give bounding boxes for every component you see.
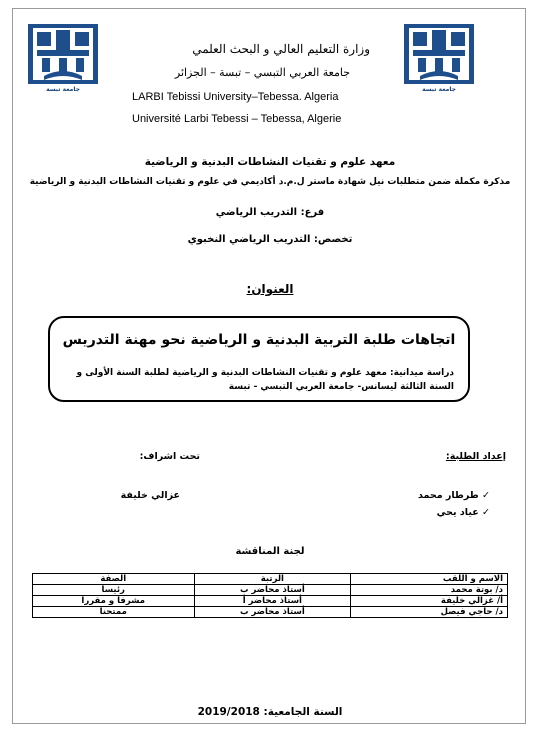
member-name: د/ حاجي فيصل <box>351 607 508 618</box>
table-row <box>33 585 508 596</box>
thesis-title-box <box>48 316 470 402</box>
supervisor-name: عزالي خليفة <box>120 490 180 501</box>
member-rank: أستاذ محاضر أ <box>194 596 351 607</box>
students-label: إعداد الطلبة: <box>445 451 506 462</box>
member-role: ممتحنا <box>33 607 195 618</box>
member-role: مشرفا و مقررا <box>33 596 195 607</box>
academic-year: السنة الجامعية: 2019/2018 <box>197 706 343 718</box>
member-name: د/ بوتة محمد <box>351 585 508 596</box>
logo-caption-left: جامعة تبسة <box>46 86 80 93</box>
column-header: الرتبة <box>194 574 351 585</box>
table-row <box>33 607 508 618</box>
check-icon: ✓ <box>482 507 490 518</box>
student-item <box>380 490 490 501</box>
thesis-title: اتجاهات طلبة التربية البدنية و الرياضية نحو مهنة التدريس <box>62 332 456 348</box>
logo-caption-right: جامعة تبسة <box>422 86 456 93</box>
supervision-label: تحت اشراف: <box>139 451 200 462</box>
member-rank: أستاذ محاضر ب <box>194 607 351 618</box>
university-name-fr: Université Larbi Tebessi – Tebessa, Algerie <box>132 113 342 125</box>
student-name: عياد يحي <box>436 507 479 518</box>
member-rank: أستاذ محاضر ب <box>194 585 351 596</box>
student-item <box>380 507 490 518</box>
committee-title: لجنة المناقشة <box>235 546 305 557</box>
branch: فرع: التدريب الرياضي <box>215 207 325 218</box>
student-name: طرطار محمد <box>417 490 479 501</box>
university-name-ar: جامعة العربي التبسي – تبسة – الجزائر <box>174 66 350 79</box>
specialty: تخصص: التدريب الرياضي النخبوي <box>187 234 353 245</box>
ministry-name: وزارة التعليم العالي و البحث العلمي <box>192 42 370 56</box>
memo-description: مذكرة مكملة ضمن متطلبات نيل شهادة ماستر ل.م.د أكاديمي في علوم و تقنيات النشاطات البدنية و الرياضية <box>29 177 511 187</box>
title-label: العنوان: <box>246 282 294 296</box>
university-name-en: LARBI Tebissi University–Tebessa. Algeria <box>132 91 339 103</box>
institute-name: معهد علوم و تقنيات النشاطات البدنية و الرياضية <box>144 156 396 168</box>
check-icon: ✓ <box>482 490 490 501</box>
column-header: الصفة <box>33 574 195 585</box>
table-row <box>33 596 508 607</box>
member-name: أ/ غزالي خليفة <box>351 596 508 607</box>
committee-table <box>32 573 508 618</box>
table-header-row <box>33 574 508 585</box>
thesis-subtitle: دراسة ميدانية: معهد علوم و تقنيات النشاطات البدنية و الرياضية لطلبة السنة الأولى و السنة الثالثة ليسانس- جامعة العربي التبسي - تبسة <box>76 368 454 392</box>
university-logo-left <box>28 24 98 98</box>
university-logo-right <box>404 24 474 98</box>
member-role: رئيسا <box>33 585 195 596</box>
column-header: الاسم و اللقب <box>351 574 508 585</box>
